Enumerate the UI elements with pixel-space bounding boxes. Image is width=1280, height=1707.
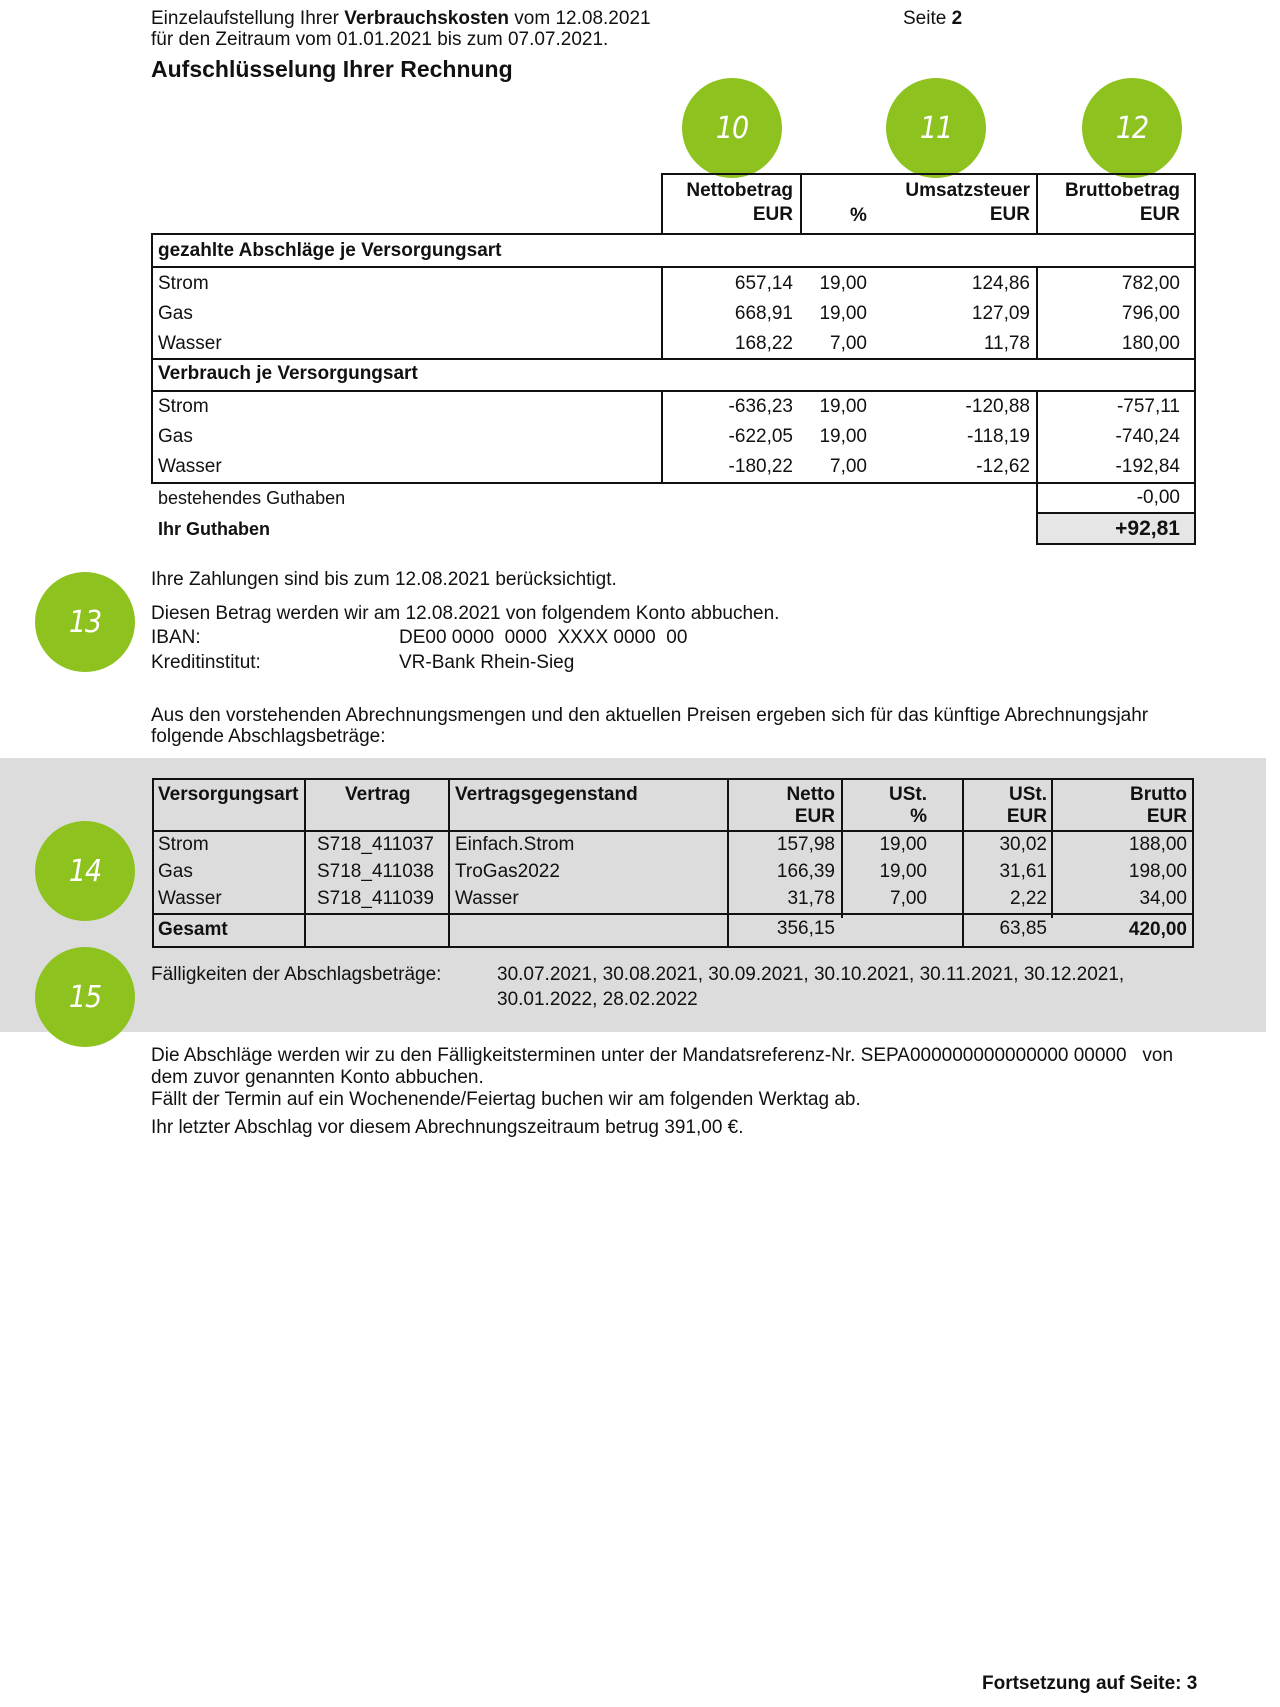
row-vertrag: S718_411039 <box>317 888 434 909</box>
row-art: Strom <box>158 834 209 855</box>
row-label: Gas <box>158 426 193 447</box>
header-suffix: vom 12.08.2021 <box>509 8 651 29</box>
th2-ustpct-2: % <box>910 806 927 827</box>
th2-netto-2: EUR <box>794 806 835 827</box>
row-ust: 30,02 <box>999 834 1047 855</box>
row-pct: 19,00 <box>819 426 867 447</box>
iban-value: DE00 0000 0000 XXXX 0000 00 <box>399 627 688 648</box>
marker-10: 10 <box>682 78 782 178</box>
header-prefix: Einzelaufstellung Ihrer <box>151 8 345 29</box>
th2-netto-1: Netto <box>786 784 835 805</box>
marker-15: 15 <box>35 947 135 1047</box>
payment-note: Ihre Zahlungen sind bis zum 12.08.2021 berücksichtigt. <box>151 569 617 590</box>
row-netto: 168,22 <box>734 333 793 354</box>
th2-art: Versorgungsart <box>158 784 299 805</box>
row-netto: 668,91 <box>734 303 793 324</box>
row-label: Wasser <box>158 456 222 477</box>
total-label: Gesamt <box>158 919 228 940</box>
row-brutto: 180,00 <box>1121 333 1180 354</box>
iban-label: IBAN: <box>151 627 201 648</box>
row-ust: 31,61 <box>999 861 1047 882</box>
row-gegenstand: Wasser <box>455 888 519 909</box>
total-netto: 356,15 <box>776 918 835 939</box>
row-pct: 7,00 <box>830 456 867 477</box>
row-label: Gas <box>158 303 193 324</box>
th-ust-2: EUR <box>989 204 1030 225</box>
row-netto: 166,39 <box>776 861 835 882</box>
row-gegenstand: Einfach.Strom <box>455 834 575 855</box>
row-pct: 19,00 <box>879 861 927 882</box>
ihr-guthaben-value: +92,81 <box>1115 517 1180 540</box>
th2-usteur-1: USt. <box>1009 784 1047 805</box>
debit-note: Diesen Betrag werden wir am 12.08.2021 von folgendem Konto abbuchen. <box>151 603 780 624</box>
due-dates-line-2: 30.01.2022, 28.02.2022 <box>497 989 698 1010</box>
row-brutto: 198,00 <box>1128 861 1187 882</box>
row-ust: -12,62 <box>976 456 1030 477</box>
row-pct: 19,00 <box>819 273 867 294</box>
row-brutto: 34,00 <box>1139 888 1187 909</box>
th2-usteur-2: EUR <box>1006 806 1047 827</box>
row-brutto: -740,24 <box>1115 426 1180 447</box>
th2-brutto-1: Brutto <box>1130 784 1187 805</box>
row-label: Wasser <box>158 333 222 354</box>
weekend-note: Fällt der Termin auf ein Wochenende/Feiertag buchen wir am folgenden Werktag ab. <box>151 1089 861 1110</box>
row-label: Strom <box>158 273 209 294</box>
page-label: Seite <box>903 8 952 29</box>
marker-14: 14 <box>35 821 135 921</box>
th-netto-1: Nettobetrag <box>686 180 793 201</box>
intro-line-2: folgende Abschlagsbeträge: <box>151 726 386 747</box>
th2-ustpct-1: USt. <box>889 784 927 805</box>
th2-gegenstand: Vertragsgegenstand <box>455 784 638 805</box>
row-ust: -118,19 <box>966 426 1030 447</box>
th-netto-2: EUR <box>752 204 793 225</box>
th-brutto-1: Bruttobetrag <box>1064 180 1180 201</box>
sepa-note-line-2: dem zuvor genannten Konto abbuchen. <box>151 1067 484 1088</box>
header-line-1 <box>151 8 651 30</box>
row-brutto: -757,11 <box>1116 396 1180 417</box>
row-netto: -636,23 <box>728 396 793 417</box>
ihr-guthaben-label: Ihr Guthaben <box>158 519 270 539</box>
due-label: Fälligkeiten der Abschlagsbeträge: <box>151 964 442 985</box>
row-pct: 19,00 <box>819 396 867 417</box>
sepa-note-line-1: Die Abschläge werden wir zu den Fälligkeitsterminen unter der Mandatsreferenz-Nr. SEPA000000000000000 00000 von <box>151 1045 1174 1066</box>
row-ust: 11,78 <box>983 333 1030 354</box>
guthaben-label: bestehendes Guthaben <box>158 488 346 508</box>
page-indicator <box>903 8 962 30</box>
section-consumption: Verbrauch je Versorgungsart <box>158 363 418 384</box>
th-pct: % <box>850 205 867 226</box>
th-brutto-2: EUR <box>1139 204 1180 225</box>
due-dates-line-1: 30.07.2021, 30.08.2021, 30.09.2021, 30.10.2021, 30.11.2021, 30.12.2021, <box>497 964 1125 985</box>
last-installment-note: Ihr letzter Abschlag vor diesem Abrechnungszeitraum betrug 391,00 €. <box>151 1117 744 1138</box>
th-ust-1: Umsatzsteuer <box>905 180 1030 201</box>
row-pct: 7,00 <box>890 888 927 909</box>
row-ust: 2,22 <box>1010 888 1047 909</box>
marker-12: 12 <box>1082 78 1182 178</box>
total-ust: 63,85 <box>999 918 1047 939</box>
marker-13: 13 <box>35 572 135 672</box>
row-ust: -120,88 <box>965 396 1030 417</box>
row-brutto: 782,00 <box>1121 273 1180 294</box>
row-gegenstand: TroGas2022 <box>455 861 560 882</box>
guthaben-value: -0,00 <box>1136 487 1180 508</box>
page-title: Aufschlüsselung Ihrer Rechnung <box>151 56 513 82</box>
total-brutto: 420,00 <box>1128 919 1187 940</box>
row-pct: 7,00 <box>830 333 867 354</box>
row-netto: -622,05 <box>728 426 793 447</box>
row-art: Wasser <box>158 888 222 909</box>
page-number: 2 <box>951 8 963 29</box>
row-pct: 19,00 <box>819 303 867 324</box>
bank-label: Kreditinstitut: <box>151 652 261 673</box>
row-vertrag: S718_411038 <box>317 861 434 882</box>
row-netto: -180,22 <box>728 456 793 477</box>
row-ust: 127,09 <box>971 303 1030 324</box>
section-paid: gezahlte Abschläge je Versorgungsart <box>158 240 502 261</box>
row-brutto: -192,84 <box>1115 456 1180 477</box>
row-label: Strom <box>158 396 209 417</box>
bank-value: VR-Bank Rhein-Sieg <box>399 652 575 673</box>
row-netto: 657,14 <box>734 273 793 294</box>
header-line-2: für den Zeitraum vom 01.01.2021 bis zum 07.07.2021. <box>151 29 609 50</box>
row-brutto: 188,00 <box>1128 834 1187 855</box>
row-art: Gas <box>158 861 193 882</box>
continuation-note: Fortsetzung auf Seite: 3 <box>982 1673 1198 1694</box>
marker-11: 11 <box>886 78 986 178</box>
row-netto: 157,98 <box>776 834 835 855</box>
row-brutto: 796,00 <box>1121 303 1180 324</box>
row-ust: 124,86 <box>971 273 1030 294</box>
intro-line-1: Aus den vorstehenden Abrechnungsmengen und den aktuellen Preisen ergeben sich für das künftige Abrechnungsjahr <box>151 705 1149 726</box>
th2-vertrag: Vertrag <box>345 784 411 805</box>
th2-brutto-2: EUR <box>1146 806 1187 827</box>
row-vertrag: S718_411037 <box>317 834 434 855</box>
header-bold: Verbrauchskosten <box>344 8 510 29</box>
row-netto: 31,78 <box>787 888 835 909</box>
row-pct: 19,00 <box>879 834 927 855</box>
